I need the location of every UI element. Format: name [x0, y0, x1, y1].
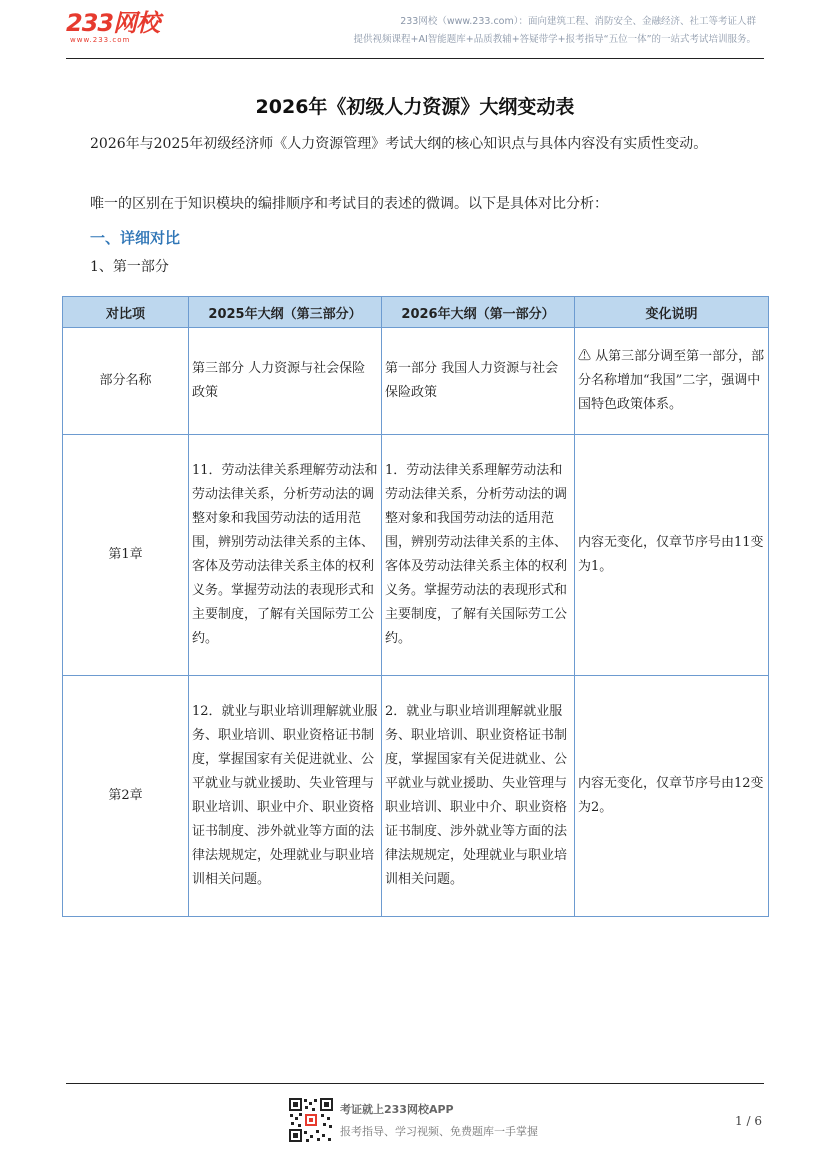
footer-divider — [66, 1083, 764, 1084]
row-item: 第2章 — [63, 676, 189, 917]
row-change: 内容无变化，仅章节序号由11变为1。 — [575, 435, 769, 676]
footer-app-subtitle: 报考指导、学习视频、免费题库一手掌握 — [340, 1125, 538, 1138]
row-item: 部分名称 — [63, 328, 189, 435]
page-number: 1 / 6 — [735, 1114, 762, 1128]
comparison-table — [62, 296, 769, 917]
row-2026: 1．劳动法律关系理解劳动法和劳动法律关系，分析劳动法的调整对象和我国劳动法的适用范围，辨别劳动法律关系的主体、客体及劳动法律关系主体的权利义务。掌握劳动法的表现形式和主要制度，了解有关国际劳工公约。 — [382, 435, 575, 676]
table-row — [63, 676, 769, 917]
row-2025: 12．就业与职业培训理解就业服务、职业培训、职业资格证书制度，掌握国家有关促进就业、公平就业与就业援助、失业管理与职业培训、职业中介、职业资格证书制度、涉外就业等方面的法律法规规定，处理就业与职业培训相关问题。 — [189, 676, 382, 917]
intro-paragraph: 2026年与2025年初级经济师《人力资源管理》考试大纲的核心知识点与具体内容没有实质性变动。 — [90, 136, 708, 152]
header-change: 变化说明 — [575, 297, 769, 328]
header-line-2: 提供视频课程+AI智能题库+品质教辅+答疑带学+报考指导“五位一体”的一站式考试培训服务。 — [353, 34, 756, 45]
brand-logo[interactable] — [66, 10, 159, 44]
header-item: 对比项 — [63, 297, 189, 328]
row-change: ⚠ 从第三部分调至第一部分，部分名称增加“我国”二字，强调中国特色政策体系。 — [575, 328, 769, 435]
table-row — [63, 328, 769, 435]
row-change: 内容无变化，仅章节序号由12变为2。 — [575, 676, 769, 917]
qr-code-icon[interactable] — [288, 1097, 334, 1143]
row-2025: 第三部分 人力资源与社会保险政策 — [189, 328, 382, 435]
summary-paragraph: 唯一的区别在于知识模块的编排顺序和考试目的表述的微调。以下是具体对比分析： — [90, 196, 608, 212]
header-line-1: 233网校（www.233.com）：面向建筑工程、消防安全、金融经济、社工等考证人群 — [400, 16, 756, 27]
header-divider — [66, 58, 764, 59]
document-title: 2026年《初级人力资源》大纲变动表 — [255, 96, 575, 118]
subsection-heading: 1、第一部分 — [90, 259, 169, 275]
header-2025: 2025年大纲（第三部分） — [189, 297, 382, 328]
page-header — [66, 8, 764, 58]
header-tagline — [354, 13, 757, 49]
logo-url: www.233.com — [70, 36, 131, 44]
section-heading: 一、详细对比 — [90, 229, 181, 247]
row-2025: 11．劳动法律关系理解劳动法和劳动法律关系，分析劳动法的调整对象和我国劳动法的适用范围，辨别劳动法律关系的主体、客体及劳动法律关系主体的权利义务。掌握劳动法的表现形式和主要制度，了解有关国际劳工公约。 — [189, 435, 382, 676]
footer-app-title: 考证就上233网校APP — [340, 1103, 454, 1116]
table-row — [63, 435, 769, 676]
row-2026: 第一部分 我国人力资源与社会保险政策 — [382, 328, 575, 435]
logo-text: 233网校 — [66, 9, 160, 37]
row-item: 第1章 — [63, 435, 189, 676]
row-2026: 2．就业与职业培训理解就业服务、职业培训、职业资格证书制度，掌握国家有关促进就业、公平就业与就业援助、失业管理与职业培训、职业中介、职业资格证书制度、涉外就业等方面的法律法规规定，处理就业与职业培训相关问题。 — [382, 676, 575, 917]
header-2026: 2026年大纲（第一部分） — [382, 297, 575, 328]
table-header-row — [63, 297, 769, 328]
